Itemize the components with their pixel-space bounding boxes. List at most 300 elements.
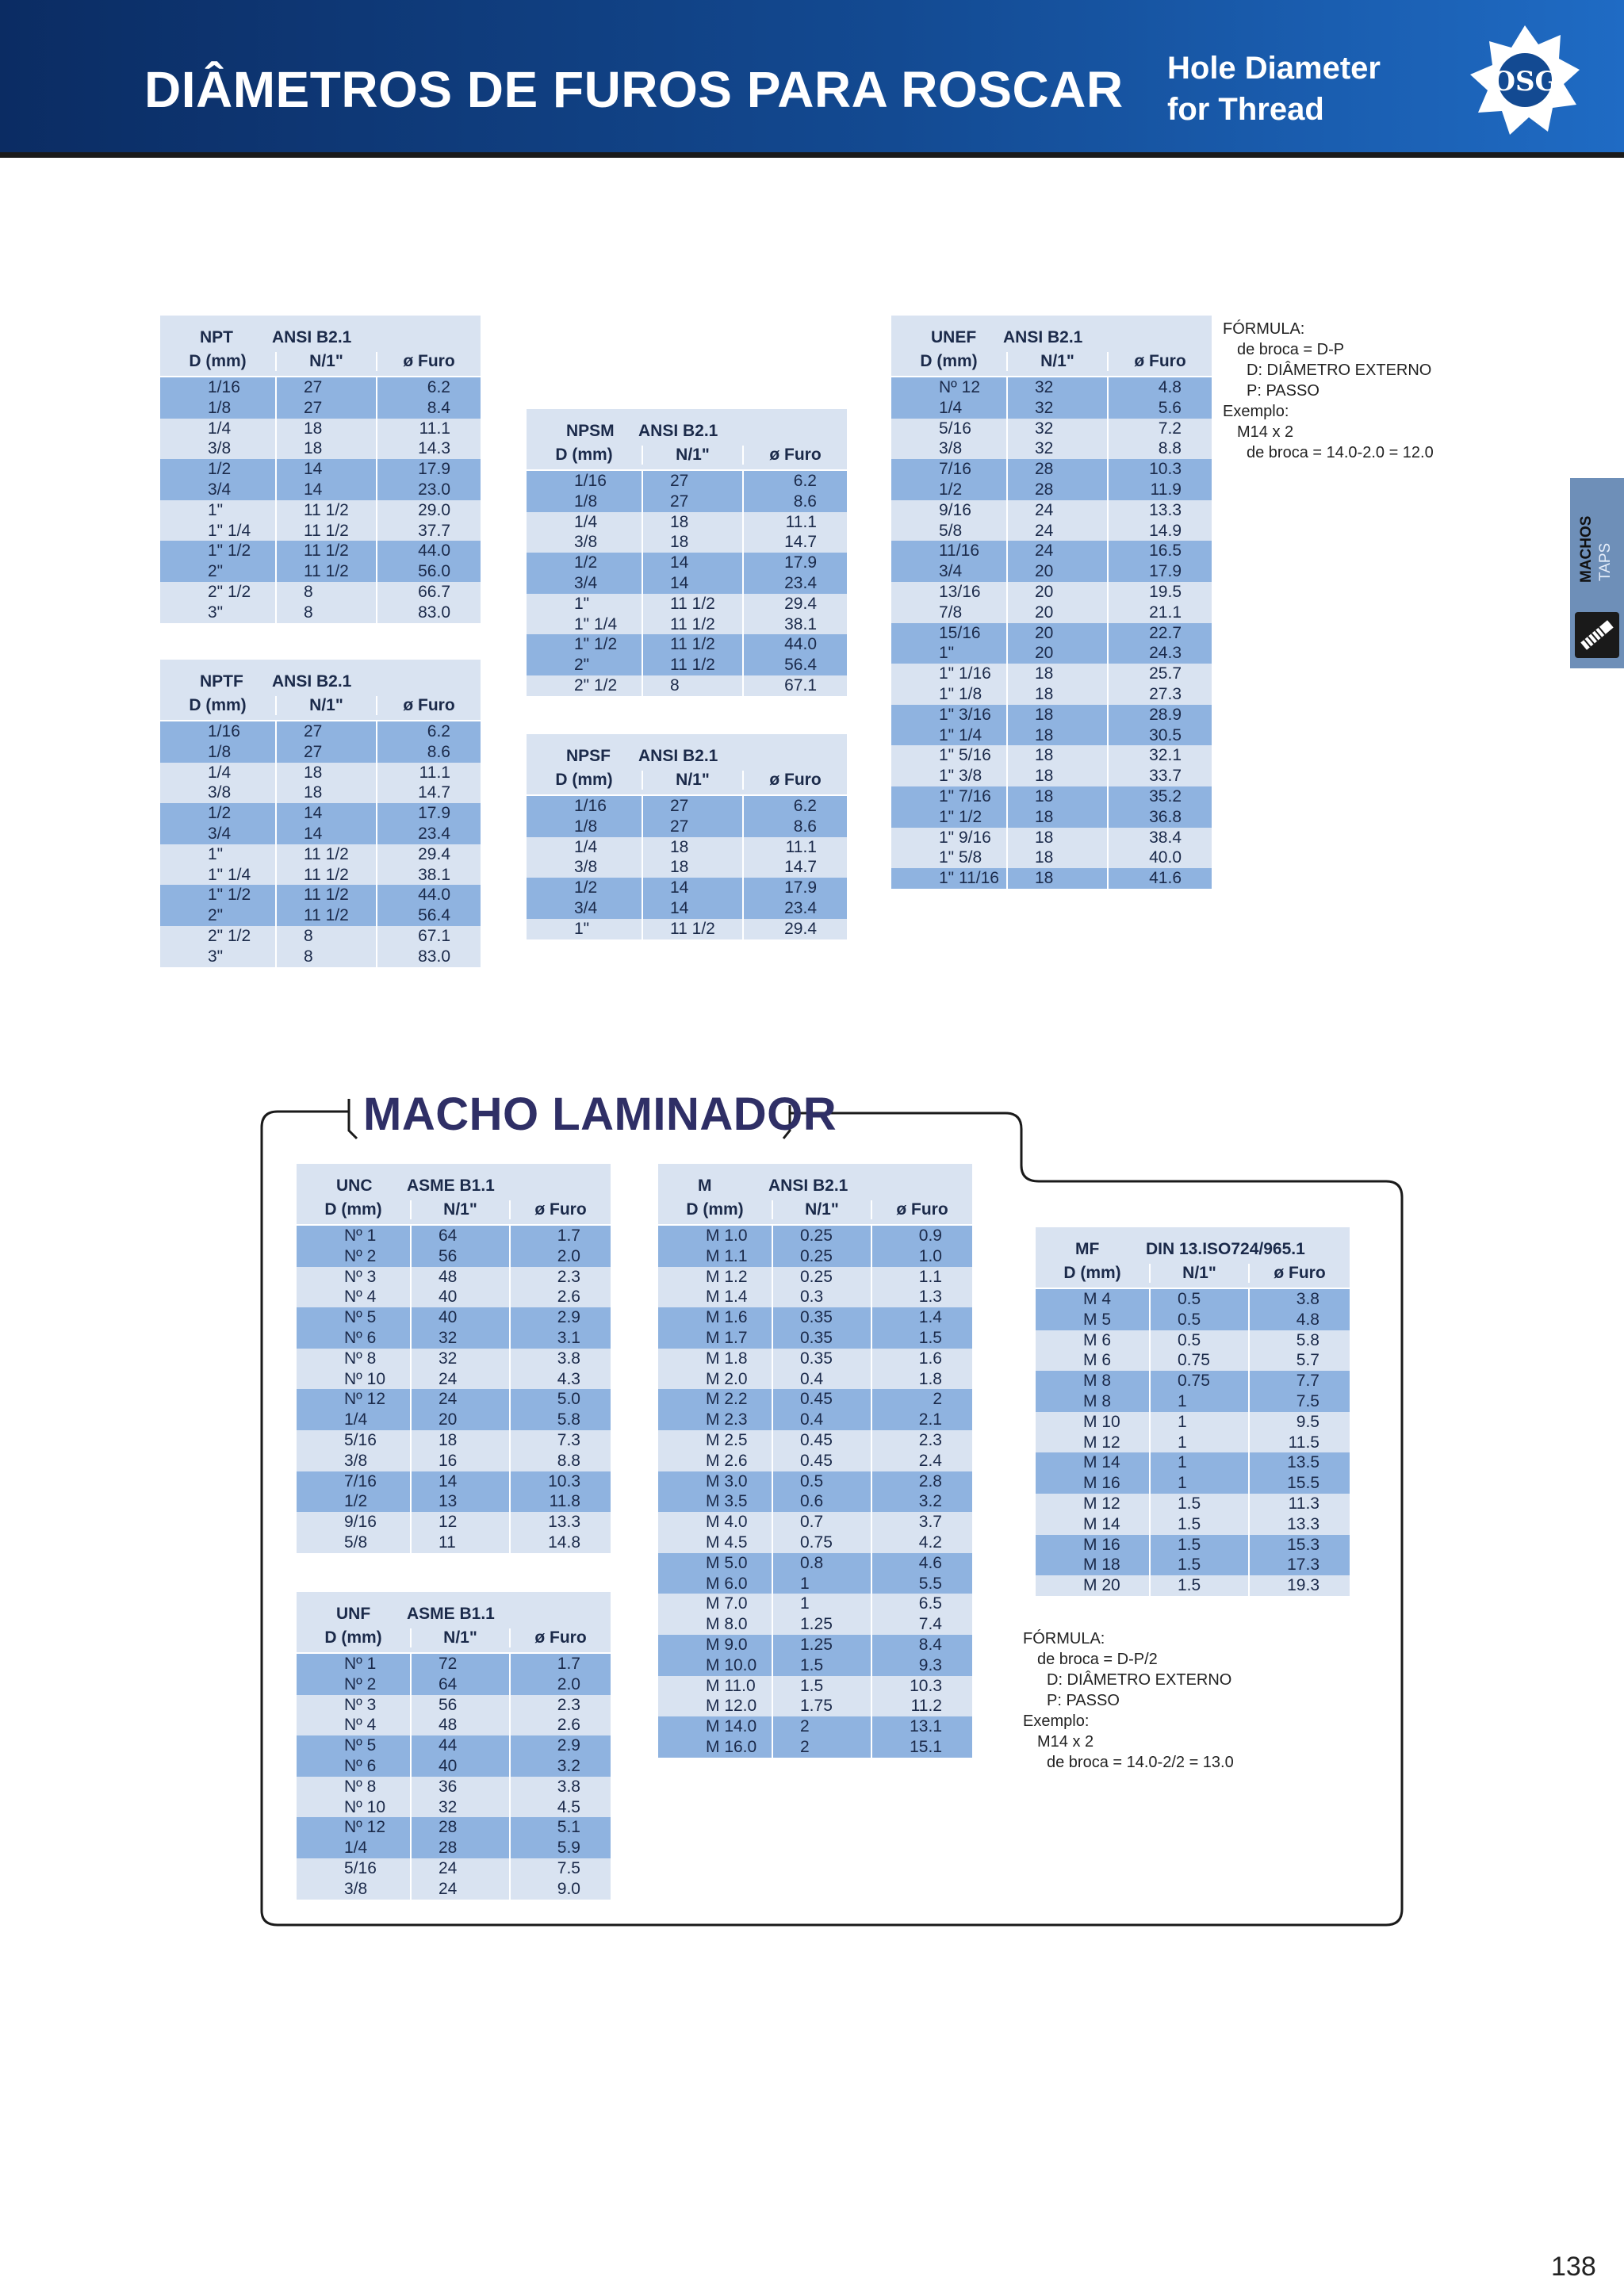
table-row [891, 561, 1212, 582]
cell-hole: 23.4 [418, 824, 450, 843]
table-row [1036, 1330, 1350, 1351]
cell-hole: 7.5 [557, 1858, 580, 1877]
cell-hole: 4.6 [918, 1553, 942, 1572]
table-row [297, 1287, 611, 1307]
table-row [658, 1246, 972, 1267]
cell-diameter: M 4 [1036, 1289, 1151, 1310]
cell-diameter: M 9.0 [658, 1635, 773, 1655]
cell-diameter: 3/4 [160, 824, 277, 844]
cell-diameter: 1" 1/4 [160, 521, 277, 541]
subtitle-line-1: Hole Diameter [1167, 51, 1381, 86]
cell-diameter: 1" 1/4 [160, 865, 277, 886]
cell-hole: 2.9 [557, 1736, 580, 1755]
cell-diameter: M 10 [1036, 1412, 1151, 1433]
table-standard: ASME B1.1 [407, 1605, 495, 1623]
table-row [527, 492, 847, 512]
table-row [297, 1389, 611, 1410]
cell-pitch: 20 [1008, 643, 1109, 664]
table-row [527, 471, 847, 492]
column-header-n: N/1" [277, 696, 377, 715]
cell-pitch: 2 [773, 1716, 872, 1737]
table-row [658, 1287, 972, 1307]
cell-hole: 5.1 [557, 1818, 580, 1837]
column-header-n: N/1" [277, 352, 377, 371]
cell-hole: 24.3 [1149, 644, 1182, 663]
cell-pitch: 18 [277, 783, 377, 803]
cell-pitch: 1.5 [773, 1676, 872, 1697]
cell-diameter: 1/8 [160, 742, 277, 763]
table-row [297, 1267, 611, 1288]
formula-p-def: P: PASSO [1047, 1692, 1120, 1709]
column-header-d: D (mm) [297, 1200, 412, 1219]
cell-diameter: M 4.5 [658, 1533, 773, 1553]
cell-hole: 1.6 [918, 1349, 942, 1368]
cell-hole: 11.1 [785, 837, 817, 856]
cell-pitch: 8 [277, 926, 377, 947]
table-header [891, 316, 1212, 377]
cell-hole: 35.2 [1149, 786, 1182, 806]
cell-pitch: 14 [643, 898, 744, 919]
svg-text:OSG: OSG [1492, 66, 1558, 98]
cell-diameter: 5/16 [297, 1858, 412, 1879]
formula-expression: de broca = D-P/2 [1037, 1651, 1158, 1668]
cell-hole: 11.1 [419, 419, 450, 438]
cell-pitch: 0.5 [1151, 1310, 1250, 1330]
cell-pitch: 18 [277, 438, 377, 459]
table-row [658, 1676, 972, 1697]
cell-hole: 19.5 [1149, 582, 1182, 601]
table-nptf [160, 660, 481, 967]
cell-diameter: 1/16 [527, 796, 643, 817]
cell-hole: 8.4 [427, 398, 450, 417]
table-standard: ANSI B2.1 [638, 747, 718, 765]
example-thread: M14 x 2 [1237, 423, 1294, 441]
table-row [160, 926, 481, 947]
cell-diameter: 7/16 [891, 459, 1008, 480]
table-row [891, 807, 1212, 828]
table-row [891, 377, 1212, 398]
cell-pitch: 0.75 [773, 1533, 872, 1553]
cell-pitch: 27 [643, 796, 744, 817]
table-npt [160, 316, 481, 623]
table-row [658, 1574, 972, 1594]
cell-pitch: 28 [412, 1838, 511, 1858]
cell-hole: 2 [933, 1390, 942, 1409]
cell-hole: 8.6 [793, 492, 817, 511]
cell-pitch: 1 [1151, 1391, 1250, 1412]
cell-diameter: 2" [527, 655, 643, 675]
cell-pitch: 18 [1008, 828, 1109, 848]
cell-pitch: 24 [412, 1369, 511, 1390]
cell-hole: 29.4 [784, 594, 817, 613]
example-result: de broca = 14.0-2/2 = 13.0 [1047, 1754, 1234, 1771]
cell-pitch: 18 [643, 857, 744, 878]
table-row [891, 664, 1212, 684]
cell-hole: 4.3 [557, 1369, 580, 1388]
cell-hole: 8.6 [793, 817, 817, 836]
cell-hole: 32.1 [1149, 746, 1182, 765]
cell-pitch: 1.5 [1151, 1575, 1250, 1596]
cell-diameter: M 18 [1036, 1555, 1151, 1575]
example-label: Exemplo: [1223, 403, 1289, 420]
table-row [658, 1349, 972, 1369]
table-row [527, 614, 847, 635]
cell-hole: 66.7 [418, 582, 450, 601]
cell-diameter: 1" 1/2 [891, 807, 1008, 828]
table-row [160, 721, 481, 742]
cell-diameter: Nº 6 [297, 1328, 412, 1349]
cell-hole: 17.9 [418, 460, 450, 479]
cell-hole: 3.8 [1296, 1290, 1320, 1308]
cell-diameter: 1/4 [297, 1410, 412, 1430]
table-mf [1036, 1227, 1350, 1596]
cell-diameter: 1/8 [527, 492, 643, 512]
cell-hole: 38.1 [784, 614, 817, 633]
cell-hole: 3.8 [557, 1777, 580, 1796]
formula-label: FÓRMULA: [1023, 1630, 1105, 1647]
cell-pitch: 24 [412, 1879, 511, 1900]
cell-diameter: 1/8 [160, 398, 277, 419]
cell-diameter: Nº 3 [297, 1695, 412, 1716]
cell-hole: 14.7 [418, 783, 450, 802]
table-row [658, 1553, 972, 1574]
table-name: NPSM [566, 422, 615, 440]
cell-diameter: 9/16 [891, 500, 1008, 521]
cell-diameter: M 3.0 [658, 1471, 773, 1492]
cell-diameter: 1" 5/16 [891, 745, 1008, 766]
cell-hole: 7.7 [1296, 1372, 1320, 1391]
page-title: DIÂMETROS DE FUROS PARA ROSCAR [144, 61, 1124, 118]
table-row [1036, 1350, 1350, 1371]
table-row [297, 1654, 611, 1674]
cell-diameter: 1" [891, 643, 1008, 664]
cell-hole: 8.8 [557, 1451, 580, 1470]
cell-diameter: 1/4 [160, 419, 277, 439]
cell-pitch: 11 1/2 [643, 919, 744, 939]
cell-diameter: M 1.4 [658, 1287, 773, 1307]
table-row [297, 1369, 611, 1390]
cell-pitch: 16 [412, 1451, 511, 1471]
cell-hole: 2.8 [918, 1471, 942, 1490]
cell-hole: 4.8 [1158, 378, 1182, 396]
cell-hole: 44.0 [784, 635, 817, 654]
table-row [891, 786, 1212, 807]
cell-hole: 11.9 [1150, 480, 1182, 499]
cell-hole: 28.9 [1149, 705, 1182, 724]
cell-hole: 17.3 [1287, 1556, 1320, 1575]
table-name: UNEF [931, 328, 977, 346]
table-row [658, 1716, 972, 1737]
cell-pitch: 27 [643, 817, 744, 837]
table-row [160, 419, 481, 439]
cell-hole: 40.0 [1149, 848, 1182, 867]
cell-pitch: 14 [643, 553, 744, 573]
cell-hole: 37.7 [418, 521, 450, 540]
cell-pitch: 0.35 [773, 1307, 872, 1328]
cell-pitch: 20 [1008, 603, 1109, 623]
cell-pitch: 20 [1008, 561, 1109, 582]
cell-pitch: 28 [1008, 459, 1109, 480]
cell-pitch: 0.75 [1151, 1350, 1250, 1371]
cell-diameter: 1/4 [160, 763, 277, 783]
cell-diameter: M 2.0 [658, 1369, 773, 1390]
table-row [160, 561, 481, 582]
cell-hole: 56.4 [784, 656, 817, 675]
cell-diameter: Nº 2 [297, 1246, 412, 1267]
table-row [160, 947, 481, 967]
cell-diameter: M 16 [1036, 1535, 1151, 1556]
cell-pitch: 11 1/2 [277, 844, 377, 865]
table-row [891, 745, 1212, 766]
cell-pitch: 1 [773, 1574, 872, 1594]
cell-diameter: 2" [160, 561, 277, 582]
cell-hole: 1.5 [918, 1328, 942, 1347]
example-label: Exemplo: [1023, 1712, 1090, 1730]
cell-pitch: 0.5 [1151, 1330, 1250, 1351]
cell-pitch: 14 [277, 480, 377, 500]
cell-hole: 1.7 [557, 1226, 580, 1245]
table-standard: ANSI B2.1 [1003, 328, 1083, 346]
cell-diameter: Nº 10 [297, 1369, 412, 1390]
cell-pitch: 1.5 [1151, 1514, 1250, 1535]
cell-hole: 83.0 [418, 947, 450, 966]
table-row [527, 898, 847, 919]
cell-diameter: M 12 [1036, 1494, 1151, 1514]
cell-hole: 3.2 [918, 1492, 942, 1511]
table-row [297, 1858, 611, 1879]
table-row [297, 1838, 611, 1858]
table-standard: ANSI B2.1 [272, 328, 352, 346]
table-header [527, 734, 847, 796]
cell-hole: 33.7 [1149, 767, 1182, 786]
cell-diameter: 1/4 [527, 837, 643, 858]
column-header-furo: ø Furo [1134, 352, 1186, 370]
cell-diameter: 1" 1/4 [891, 725, 1008, 746]
cell-diameter: M 2.2 [658, 1389, 773, 1410]
cell-hole: 23.0 [418, 480, 450, 499]
side-tab-label-machos: MACHOS [1578, 515, 1595, 583]
cell-pitch: 18 [1008, 664, 1109, 684]
cell-diameter: M 6 [1036, 1350, 1151, 1371]
cell-diameter: M 2.3 [658, 1410, 773, 1430]
cell-pitch: 2 [773, 1737, 872, 1758]
cell-pitch: 11 1/2 [277, 905, 377, 926]
cell-hole: 0.9 [918, 1226, 942, 1245]
cell-pitch: 24 [1008, 500, 1109, 521]
cell-diameter: 5/16 [297, 1430, 412, 1451]
cell-diameter: M 1.2 [658, 1267, 773, 1288]
cell-hole: 1.8 [918, 1369, 942, 1388]
cell-diameter: 2" [160, 905, 277, 926]
table-row [658, 1471, 972, 1492]
cell-hole: 67.1 [418, 926, 450, 945]
cell-pitch: 1.5 [773, 1655, 872, 1676]
column-header-d: D (mm) [658, 1200, 773, 1219]
cell-hole: 7.3 [557, 1430, 580, 1449]
cell-hole: 67.1 [784, 675, 817, 695]
cell-pitch: 11 [412, 1533, 511, 1553]
cell-hole: 1.1 [918, 1267, 942, 1286]
table-npsf [527, 734, 847, 939]
cell-pitch: 8 [277, 582, 377, 603]
column-header-n: N/1" [773, 1200, 872, 1219]
cell-hole: 10.3 [1149, 460, 1182, 479]
cell-diameter: 1" 3/16 [891, 705, 1008, 725]
cell-pitch: 1 [773, 1594, 872, 1614]
table-row [527, 573, 847, 594]
table-row [160, 459, 481, 480]
cell-diameter: 2" 1/2 [160, 926, 277, 947]
cell-pitch: 18 [277, 763, 377, 783]
cell-hole: 19.3 [1287, 1576, 1320, 1595]
cell-diameter: M 14.0 [658, 1716, 773, 1737]
cell-diameter: M 5.0 [658, 1553, 773, 1574]
cell-diameter: Nº 6 [297, 1756, 412, 1777]
table-row [160, 844, 481, 865]
cell-pitch: 18 [1008, 745, 1109, 766]
cell-pitch: 24 [1008, 541, 1109, 561]
table-row [297, 1777, 611, 1797]
cell-pitch: 28 [412, 1817, 511, 1838]
cell-hole: 17.9 [1149, 562, 1182, 581]
column-header-furo: ø Furo [403, 696, 455, 714]
table-row [658, 1389, 972, 1410]
table-row [891, 623, 1212, 644]
cell-diameter: M 1.1 [658, 1246, 773, 1267]
table-row [891, 766, 1212, 786]
cell-diameter: 1/2 [160, 803, 277, 824]
cell-pitch: 8 [277, 947, 377, 967]
cell-diameter: M 16 [1036, 1473, 1151, 1494]
table-row [658, 1328, 972, 1349]
cell-pitch: 11 1/2 [643, 594, 744, 614]
table-row [658, 1226, 972, 1246]
cell-hole: 3.2 [557, 1756, 580, 1775]
cell-pitch: 11 1/2 [277, 865, 377, 886]
column-header-d: D (mm) [297, 1628, 412, 1647]
cell-pitch: 1 [1151, 1433, 1250, 1453]
cell-diameter: 1/16 [160, 377, 277, 398]
cell-hole: 2.1 [918, 1410, 942, 1429]
column-header-d: D (mm) [527, 446, 643, 465]
cell-diameter: 1/2 [297, 1491, 412, 1512]
cell-diameter: 3/8 [891, 438, 1008, 459]
cell-diameter: M 1.0 [658, 1226, 773, 1246]
cell-diameter: Nº 8 [297, 1777, 412, 1797]
cell-pitch: 0.5 [1151, 1289, 1250, 1310]
cell-diameter: M 12 [1036, 1433, 1151, 1453]
table-row [1036, 1514, 1350, 1535]
cell-pitch: 0.25 [773, 1267, 872, 1288]
cell-diameter: M 16.0 [658, 1737, 773, 1758]
cell-pitch: 32 [1008, 419, 1109, 439]
cell-hole: 1.4 [918, 1308, 942, 1327]
page-number: 138 [1551, 2252, 1596, 2282]
cell-hole: 4.8 [1296, 1310, 1320, 1329]
column-header-n: N/1" [643, 771, 744, 790]
cell-pitch: 11 1/2 [277, 521, 377, 541]
table-standard: ANSI B2.1 [768, 1177, 848, 1195]
cell-pitch: 40 [412, 1756, 511, 1777]
cell-pitch: 56 [412, 1695, 511, 1716]
table-row [160, 803, 481, 824]
cell-diameter: 1" [160, 844, 277, 865]
cell-pitch: 0.4 [773, 1369, 872, 1390]
table-row [160, 824, 481, 844]
cell-diameter: 1" 1/2 [160, 541, 277, 561]
table-row [658, 1594, 972, 1614]
table-npsm [527, 409, 847, 696]
table-row [1036, 1433, 1350, 1453]
cell-hole: 2.0 [557, 1246, 580, 1265]
cell-diameter: 1" 1/16 [891, 664, 1008, 684]
cell-diameter: 3" [160, 947, 277, 967]
cell-diameter: M 14 [1036, 1452, 1151, 1473]
table-row [658, 1635, 972, 1655]
cell-hole: 5.6 [1158, 398, 1182, 417]
cell-hole: 4.5 [557, 1797, 580, 1816]
cell-pitch: 14 [412, 1471, 511, 1492]
table-row [891, 500, 1212, 521]
cell-hole: 30.5 [1149, 725, 1182, 744]
table-row [297, 1695, 611, 1716]
cell-hole: 27.3 [1149, 684, 1182, 703]
table-row [527, 512, 847, 533]
cell-diameter: 3/4 [160, 480, 277, 500]
table-row [160, 865, 481, 886]
cell-diameter: 1/16 [527, 471, 643, 492]
table-header [297, 1164, 611, 1226]
column-header-furo: ø Furo [769, 771, 822, 789]
cell-pitch: 11 1/2 [643, 614, 744, 635]
cell-hole: 21.1 [1149, 603, 1182, 622]
cell-pitch: 0.6 [773, 1491, 872, 1512]
cell-hole: 17.9 [784, 878, 817, 897]
cell-pitch: 72 [412, 1654, 511, 1674]
table-row [891, 828, 1212, 848]
cell-hole: 44.0 [418, 886, 450, 905]
cell-diameter: Nº 5 [297, 1735, 412, 1756]
cell-diameter: Nº 2 [297, 1674, 412, 1695]
formula-expression: de broca = D-P [1237, 341, 1345, 358]
column-header-n: N/1" [643, 446, 744, 465]
table-row [160, 521, 481, 541]
cell-hole: 1.3 [918, 1288, 942, 1307]
formula-d-def: D: DIÂMETRO EXTERNO [1247, 362, 1432, 379]
table-row [891, 398, 1212, 419]
side-tab-label-taps: TAPS [1597, 542, 1614, 581]
column-header-furo: ø Furo [534, 1200, 587, 1219]
cell-hole: 14.7 [784, 858, 817, 877]
table-row [527, 837, 847, 858]
cell-pitch: 0.25 [773, 1246, 872, 1267]
cell-hole: 44.0 [418, 541, 450, 561]
table-row [658, 1491, 972, 1512]
cell-diameter: 1" 7/16 [891, 786, 1008, 807]
cell-diameter: 1/8 [527, 817, 643, 837]
cell-hole: 6.2 [427, 378, 450, 396]
cell-hole: 29.4 [784, 919, 817, 938]
cell-hole: 15.1 [910, 1737, 942, 1756]
cell-diameter: M 3.5 [658, 1491, 773, 1512]
cell-diameter: 3/4 [891, 561, 1008, 582]
cell-hole: 14.9 [1149, 521, 1182, 540]
cell-hole: 11.2 [910, 1697, 942, 1716]
table-header [658, 1164, 972, 1226]
cell-hole: 13.3 [1287, 1514, 1320, 1533]
table-name: MF [1075, 1240, 1100, 1258]
table-row [160, 603, 481, 623]
